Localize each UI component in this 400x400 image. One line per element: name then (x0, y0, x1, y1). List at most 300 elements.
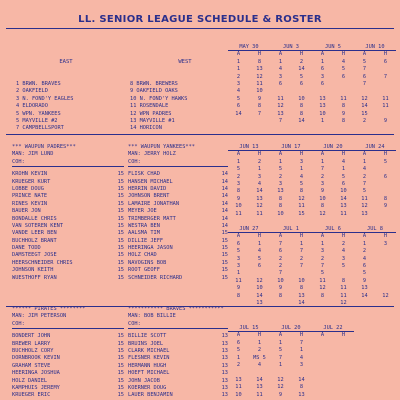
schedule-cell: 8 (341, 103, 346, 110)
schedule-cell: 12 (277, 376, 284, 383)
schedule-cell: 13 (235, 376, 242, 383)
player-name: DORNBROOK KEVIN (12, 355, 60, 362)
roster-row (12, 171, 124, 178)
schedule-cell: 12 (319, 210, 326, 217)
schedule-row (228, 59, 396, 66)
east-team-list (16, 81, 116, 133)
schedule-date: JUL 1 (270, 226, 312, 233)
player-name: KRUEGER ERIC (12, 392, 51, 399)
schedule-cell: 8 (257, 103, 262, 110)
schedule-cell: MS 5 (253, 354, 266, 361)
player-age: 15 (117, 259, 124, 266)
schedule-cell (375, 211, 396, 218)
schedule-cell: 11 (340, 210, 347, 217)
schedule-cell: 5 (341, 262, 346, 269)
schedule-cell: 14 (256, 292, 263, 299)
player-age: 15 (221, 267, 228, 274)
schedule-cell: 5 (341, 173, 346, 180)
schedule-cell: 5 (383, 158, 388, 165)
schedule-block-4 (228, 325, 354, 399)
schedule-cell: 3 (236, 80, 241, 87)
schedule-cell: 11 (319, 277, 326, 284)
roster-row (12, 363, 124, 370)
player-age: 15 (117, 392, 124, 399)
schedule-cell: 11 (340, 285, 347, 292)
schedule-cell: 5 (362, 58, 367, 65)
schedule-ah-label: H (257, 332, 262, 339)
player-age: 15 (117, 230, 124, 237)
schedule-cell: 4 (278, 66, 283, 73)
schedule-cell: 2 (362, 117, 367, 124)
schedule-cell: 1 (299, 240, 304, 247)
schedule-cell: 8 (299, 110, 304, 117)
schedule-row (228, 377, 354, 384)
schedule-cell: 12 (277, 384, 284, 391)
schedule-cell (375, 66, 396, 73)
team-item: 7 CAMPBELLSPORT (16, 125, 64, 132)
schedule-cell: 11 (361, 195, 368, 202)
page-title: LL. SENIOR LEAGUE SCHEDULE & ROSTER (78, 14, 322, 25)
schedule-ah-label: H (257, 51, 262, 58)
schedule-cell: 13 (256, 66, 263, 73)
schedule-cell: 2 (236, 361, 241, 368)
player-age: 15 (117, 178, 124, 185)
schedule-cell: 10 (256, 88, 263, 95)
player-age: 13 (221, 370, 228, 377)
player-age: 14 (221, 215, 228, 222)
schedule-cell: 2 (341, 240, 346, 247)
schedule-row (228, 355, 354, 362)
player-name: PRINCE NATE (12, 193, 48, 200)
schedule-cell: 4 (341, 58, 346, 65)
west-teams (130, 44, 240, 148)
schedule-ah-row (228, 233, 396, 240)
schedule-cell (375, 88, 396, 95)
schedule-cell (333, 270, 354, 277)
player-age: 15 (117, 193, 124, 200)
roster-row (128, 267, 228, 274)
player-age: 15 (117, 237, 124, 244)
schedule-block-3 (228, 226, 396, 307)
roster-coach: COH: (12, 321, 124, 329)
schedule-cell: 4 (341, 248, 346, 255)
roster-header: *********** BRAVES *********** (128, 306, 224, 312)
schedule-cell: 6 (362, 73, 367, 80)
schedule-ah-row (228, 51, 396, 58)
schedule-cell: 6 (236, 240, 241, 247)
player-name: BAUER JON (12, 208, 41, 215)
schedule-ah-label: H (299, 51, 304, 58)
schedule-cell (312, 384, 333, 391)
schedule-cell: 7 (362, 180, 367, 187)
player-name: LOBBE DOUG (12, 185, 44, 192)
schedule-cell: 14 (298, 299, 305, 306)
schedule-cell: 4 (236, 88, 241, 95)
schedule-cell: 12 (382, 292, 389, 299)
schedule-cell: 2 (320, 173, 325, 180)
roster-row (12, 370, 124, 377)
schedule-date: JUN 3 (270, 44, 312, 51)
schedule-cell (312, 355, 333, 362)
schedule-cell (375, 181, 396, 188)
schedule-cell: 13 (256, 384, 263, 391)
schedule-cell: 11 (256, 80, 263, 87)
schedule-dates (228, 325, 354, 332)
schedule-ah-label: H (299, 332, 304, 339)
schedule-cell: 8 (299, 285, 304, 292)
roster-row (128, 385, 228, 392)
player-age: 14 (221, 222, 228, 229)
schedule-ah-label: A (320, 151, 325, 158)
schedule-cell: 7 (320, 166, 325, 173)
schedule-cell: 13 (319, 103, 326, 110)
schedule-cell (291, 88, 312, 95)
schedule-cell (312, 347, 333, 354)
schedule-cell: 14 (340, 195, 347, 202)
schedule-block-2 (228, 144, 396, 218)
schedule-ah-label: H (299, 233, 304, 240)
schedule-cell: 1 (278, 58, 283, 65)
schedule-cell (312, 362, 333, 369)
schedule-cell: 2 (236, 173, 241, 180)
roster-row (12, 245, 124, 252)
schedule-cell: 8 (278, 292, 283, 299)
schedule-cell: 1 (257, 166, 262, 173)
schedule-cell: 14 (235, 110, 242, 117)
roster-row (128, 201, 228, 208)
schedule-cell: 5 (278, 166, 283, 173)
roster-row (12, 201, 124, 208)
schedule-date: JUN 10 (354, 44, 396, 51)
schedule-cell (375, 263, 396, 270)
player-name: JOHNSON BRENT (128, 193, 170, 200)
player-name: JOHN JACOB (128, 377, 160, 384)
schedule-cell: 5 (341, 66, 346, 73)
schedule-cell: 4 (257, 180, 262, 187)
schedule-date: JUL 20 (270, 325, 312, 332)
schedule-cell: 11 (235, 384, 242, 391)
roster-row (128, 341, 228, 348)
schedule-cell: 6 (383, 58, 388, 65)
schedule-cell (375, 111, 396, 118)
schedule-cell: 1 (320, 240, 325, 247)
braves-roster (128, 306, 228, 400)
player-name: AALSMA TIM (128, 230, 160, 237)
schedule-block-1 (228, 44, 396, 125)
schedule-cell: 8 (299, 384, 304, 391)
schedule-cell: 11 (382, 95, 389, 102)
schedule-cell: 1 (278, 158, 283, 165)
schedule-cell: 7 (299, 339, 304, 346)
player-name: HERRIN DAVID (128, 185, 167, 192)
schedule-cell (312, 88, 333, 95)
schedule-date: JUN 27 (228, 226, 270, 233)
schedule-cell: 1 (362, 158, 367, 165)
schedule-row (228, 103, 396, 110)
roster-row (128, 223, 228, 230)
schedule-ah-label: A (236, 151, 241, 158)
schedule-cell: 8 (320, 292, 325, 299)
player-name: KAMPHUIS JEREMY (12, 384, 60, 391)
player-name: HEERINGA JASON (128, 245, 173, 252)
player-age: 15 (221, 259, 228, 266)
schedule-cell: 12 (256, 203, 263, 210)
schedule-cell: 2 (299, 58, 304, 65)
schedule-cell: 3 (236, 180, 241, 187)
schedule-row (228, 270, 396, 277)
schedule-cell: 7 (278, 354, 283, 361)
player-name: DAMSTEEGT JOSE (12, 252, 57, 259)
schedule-cell (291, 369, 312, 376)
player-name: HERMANN HUGH (128, 362, 167, 369)
player-age: 15 (117, 208, 124, 215)
schedule-cell: 8 (341, 117, 346, 124)
schedule-cell: 9 (320, 188, 325, 195)
schedule-row (228, 81, 396, 88)
player-name: VANDE LEER BEN (12, 230, 57, 237)
roster-row (12, 333, 124, 340)
player-age: 15 (117, 347, 124, 354)
team-item: 5 WPN. YANKEES (16, 110, 61, 117)
player-age: 15 (221, 245, 228, 252)
schedule-row (228, 111, 396, 118)
player-name: DILLIE JEFF (128, 237, 164, 244)
schedule-cell (333, 340, 354, 347)
schedule-ah-label: A (320, 51, 325, 58)
schedule-row (228, 285, 396, 292)
roster-manager: MAN: BOB BILLIE (128, 313, 176, 320)
schedule-cell (249, 118, 270, 125)
player-name: WESTRA BEN (128, 222, 160, 229)
schedule-cell (249, 369, 270, 376)
schedule-row (228, 241, 396, 248)
schedule-row (228, 392, 354, 399)
roster-row (128, 238, 228, 245)
player-age: 15 (221, 274, 228, 281)
schedule-cell: 6 (257, 262, 262, 269)
schedule-ah-row (228, 151, 396, 158)
roster-row (12, 348, 124, 355)
player-name: FLESNER KEVIN (128, 355, 170, 362)
schedule-cell: 4 (362, 255, 367, 262)
schedule-cell: 7 (257, 110, 262, 117)
schedule-date: JUL 15 (228, 325, 270, 332)
roster-row (128, 333, 228, 340)
schedule-date: JUL 6 (312, 226, 354, 233)
player-name: BONDALLE CHRIS (12, 215, 57, 222)
schedule-cell: 6 (383, 173, 388, 180)
schedule-cell: 2 (299, 255, 304, 262)
schedule-dates (228, 44, 396, 51)
player-age: 15 (117, 222, 124, 229)
player-name: ROOT GEOFF (128, 267, 160, 274)
schedule-cell: 5 (362, 270, 367, 277)
schedule-row (228, 340, 354, 347)
roster-row (128, 186, 228, 193)
schedule-cell: 10 (298, 95, 305, 102)
roster-row (128, 348, 228, 355)
schedule-cell (375, 248, 396, 255)
schedule-cell: 15 (298, 210, 305, 217)
schedule-date: JUN 17 (270, 144, 312, 151)
schedule-cell: 3 (278, 73, 283, 80)
schedule-cell: 13 (340, 203, 347, 210)
schedule-cell: 4 (257, 361, 262, 368)
schedule-ah-label: H (383, 51, 388, 58)
player-name: HEERSCHNEIDER CHRIS (12, 259, 73, 266)
schedule-cell: 13 (256, 299, 263, 306)
schedule-cell: 10 (235, 203, 242, 210)
schedule-cell: 1 (236, 66, 241, 73)
schedule-ah-label: H (341, 51, 346, 58)
schedule-date: MAY 30 (228, 44, 270, 51)
schedule-ah-label: A (362, 233, 367, 240)
roster-row (128, 216, 228, 223)
schedule-cell: 8 (236, 188, 241, 195)
schedule-cell: 6 (320, 80, 325, 87)
schedule-cell: 7 (383, 73, 388, 80)
schedule-ah-label: H (383, 151, 388, 158)
roster-coach: COH: (128, 159, 228, 167)
schedule-cell: 8 (278, 203, 283, 210)
schedule-row (228, 196, 396, 203)
schedule-cell: 8 (257, 58, 262, 65)
schedule-row (228, 159, 396, 166)
schedule-cell (312, 369, 333, 376)
team-item: 9 OAKFIELD OAKS (130, 88, 178, 95)
schedule-cell: 1 (299, 166, 304, 173)
schedule-ah-label: H (341, 151, 346, 158)
player-name: GRAHAM STEVE (12, 362, 51, 369)
roster-row (12, 355, 124, 362)
schedule-cell: 2 (362, 248, 367, 255)
player-age: 15 (117, 333, 124, 340)
player-name: HOLZ CHAD (128, 252, 157, 259)
schedule-cell: 12 (277, 103, 284, 110)
player-name: JOHNSON KEITH (12, 267, 54, 274)
schedule-cell: 3 (341, 255, 346, 262)
schedule-ah-label: A (236, 51, 241, 58)
schedule-cell: 6 (341, 180, 346, 187)
pirates-roster (12, 306, 124, 400)
schedule-date: JUN 13 (228, 144, 270, 151)
schedule-cell: 1 (320, 117, 325, 124)
schedule-cell (375, 270, 396, 277)
schedule-cell: 11 (298, 203, 305, 210)
player-age: 14 (221, 178, 228, 185)
schedule-row (228, 293, 396, 300)
schedule-cell: 9 (341, 110, 346, 117)
player-name: KRUEGER KURT (12, 178, 51, 185)
schedule-cell: 10 (277, 277, 284, 284)
schedule-dates (228, 144, 396, 151)
schedule-cell: 5 (362, 188, 367, 195)
schedule-cell (333, 377, 354, 384)
roster-row (128, 392, 228, 399)
schedule-cell: 2 (257, 158, 262, 165)
schedule-cell: 12 (361, 203, 368, 210)
schedule-cell: 13 (256, 195, 263, 202)
schedule-row (228, 174, 396, 181)
schedule-cell: 7 (278, 240, 283, 247)
schedule-row (228, 369, 354, 376)
schedule-cell (375, 285, 396, 292)
schedule-cell: 12 (256, 73, 263, 80)
schedule-cell: 11 (235, 210, 242, 217)
schedule-cell: 1 (236, 354, 241, 361)
player-name: NAVOGINS BOB (128, 259, 167, 266)
player-age: 15 (117, 274, 124, 281)
schedule-cell: 1 (236, 270, 241, 277)
team-item: 1 BRWN. BRAVES (16, 81, 61, 88)
schedule-cell: 7 (299, 262, 304, 269)
player-age: 15 (117, 185, 124, 192)
schedule-cell: 6 (236, 339, 241, 346)
player-name: KROHN KEVIN (12, 171, 48, 178)
schedule-cell: 10 (235, 391, 242, 398)
schedule-cell: 13 (319, 95, 326, 102)
schedule-cell: 10 (319, 110, 326, 117)
schedule-cell (333, 362, 354, 369)
player-name: WUESTHOFF RYAN (12, 274, 57, 281)
schedule-cell: 8 (341, 277, 346, 284)
schedule-ah-label: H (257, 151, 262, 158)
schedule-cell (333, 392, 354, 399)
schedule-cell: 12 (340, 299, 347, 306)
roster-row (12, 260, 124, 267)
schedule-cell: 2 (278, 262, 283, 269)
schedule-cell: 3 (236, 262, 241, 269)
schedule-cell: 2 (278, 255, 283, 262)
player-name: HOEFT MICHAEL (128, 370, 170, 377)
schedule-row (228, 188, 396, 195)
schedule-cell: 4 (362, 166, 367, 173)
schedule-cell: 5 (299, 180, 304, 187)
schedule-cell: 14 (256, 188, 263, 195)
schedule-cell (333, 347, 354, 354)
schedule-cell: 3 (299, 361, 304, 368)
player-name: DANE TODD (12, 245, 41, 252)
player-age: 15 (117, 252, 124, 259)
schedule-cell (333, 81, 354, 88)
schedule-ah-row (228, 332, 354, 339)
player-name: BONDERT JOHN (12, 333, 51, 340)
team-item: 12 WPN PADRES (130, 110, 172, 117)
player-name: LAUER BENJAMIN (128, 392, 173, 399)
player-age: 13 (221, 347, 228, 354)
schedule-cell: 2 (362, 173, 367, 180)
player-age: 15 (117, 384, 124, 391)
schedule-cell: 1 (278, 361, 283, 368)
schedule-cell: 1 (362, 240, 367, 247)
roster-row (12, 341, 124, 348)
player-age: 13 (221, 333, 228, 340)
roster-manager: MAN: JIM PETERSON (12, 313, 67, 320)
player-age: 13 (221, 340, 228, 347)
player-age: 15 (117, 267, 124, 274)
schedule-cell (291, 270, 312, 277)
yankees-roster (128, 144, 228, 282)
schedule-cell (312, 340, 333, 347)
schedule-cell: 10 (298, 277, 305, 284)
schedule-ah-label: A (320, 233, 325, 240)
roster-row (128, 370, 228, 377)
schedule-cell: 8 (236, 292, 241, 299)
schedule-cell: 10 (277, 210, 284, 217)
roster-row (128, 245, 228, 252)
player-age: 13 (221, 392, 228, 399)
schedule-cell (375, 188, 396, 195)
